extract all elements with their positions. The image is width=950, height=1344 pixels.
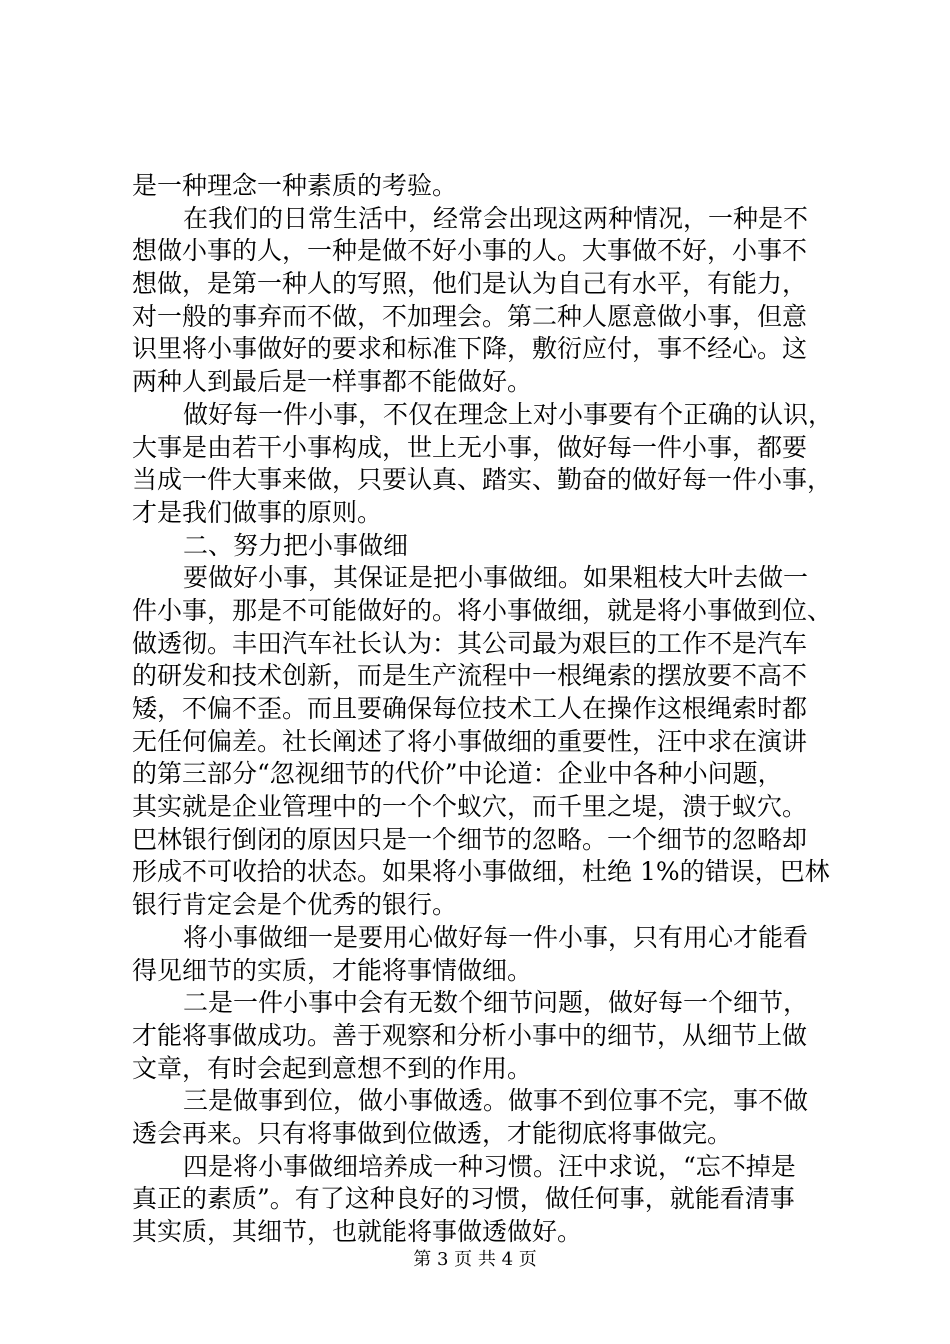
- text-line: 做好每一件小事，不仅在理念上对小事要有个正确的认识，: [183, 399, 834, 429]
- text-line: 将小事做细一是要用心做好每一件小事，只有用心才能看: [183, 922, 809, 952]
- text-line: 银行肯定会是个优秀的银行。: [132, 890, 458, 920]
- text-line: 矮，不偏不歪。而且要确保每位技术工人在操作这根绳索时都: [132, 694, 808, 723]
- text-line: 对一般的事弃而不做，不加理会。第二种人愿意做小事，但意: [132, 301, 808, 331]
- text-line: 文章，有时会起到意想不到的作用。: [132, 1053, 533, 1083]
- text-line: 在我们的日常生活中，经常会出现这两种情况，一种是不: [183, 203, 809, 233]
- text-line: 做透彻。丰田汽车社长认为：其公司最为艰巨的工作不是汽车: [132, 628, 808, 658]
- text-line: 其实就是企业管理中的一个个蚁穴，而千里之堤，溃于蚁穴。: [132, 792, 808, 822]
- text-line: 才是我们做事的原则。: [132, 497, 383, 527]
- text-line: 识里将小事做好的要求和标准下降，敷衍应付，事不经心。这: [132, 334, 808, 364]
- text-line: 二是一件小事中会有无数个细节问题，做好每一个细节，: [183, 988, 809, 1018]
- text-line: 得见细节的实质，才能将事情做细。: [132, 955, 533, 985]
- page-footer: 第 3 页 共 4 页: [413, 1249, 537, 1270]
- text-line: 想做，是第一种人的写照，他们是认为自己有水平，有能力，: [132, 269, 808, 299]
- text-line: 二、努力把小事做细: [183, 530, 409, 560]
- text-line: 三是做事到位，做小事做透。做事不到位事不完，事不做: [183, 1086, 809, 1116]
- text-line: 的第三部分“忽视细节的代价”中论道：企业中各种小问题，: [132, 759, 783, 789]
- text-line: 是一种理念一种素质的考验。: [132, 171, 458, 200]
- text-line: 其实质，其细节，也就能将事做透做好。: [132, 1217, 583, 1246]
- text-line: 形成不可收拾的状态。如果将小事做细，杜绝 1%的错误，巴林: [132, 857, 830, 887]
- text-line: 真正的素质”。有了这种良好的习惯，做任何事，就能看清事: [132, 1184, 795, 1214]
- text-line: 大事是由若干小事构成，世上无小事，做好每一件小事，都要: [132, 432, 808, 462]
- text-line: 要做好小事，其保证是把小事做细。如果粗枝大叶去做一: [183, 563, 809, 593]
- text-line: 两种人到最后是一样事都不能做好。: [132, 367, 533, 397]
- text-line: 透会再来。只有将事做到位做透，才能彻底将事做完。: [132, 1118, 733, 1148]
- text-line: 四是将小事做细培养成一种习惯。汪中求说，“忘不掉是: [183, 1151, 796, 1181]
- text-line: 巴林银行倒闭的原因只是一个细节的忽略。一个细节的忽略却: [132, 824, 808, 854]
- text-line: 无任何偏差。社长阐述了将小事做细的重要性，汪中求在演讲: [132, 726, 808, 756]
- document-body: [132, 170, 832, 1249]
- text-line: 件小事，那是不可能做好的。将小事做细，就是将小事做到位、: [132, 595, 833, 625]
- text-line: 当成一件大事来做，只要认真、踏实、勤奋的做好每一件小事，: [132, 465, 833, 495]
- text-line: 的研发和技术创新，而是生产流程中一根绳索的摆放要不高不: [132, 661, 808, 691]
- text-line: 才能将事做成功。善于观察和分析小事中的细节，从细节上做: [132, 1020, 808, 1050]
- text-line: 想做小事的人，一种是做不好小事的人。大事做不好，小事不: [132, 236, 808, 266]
